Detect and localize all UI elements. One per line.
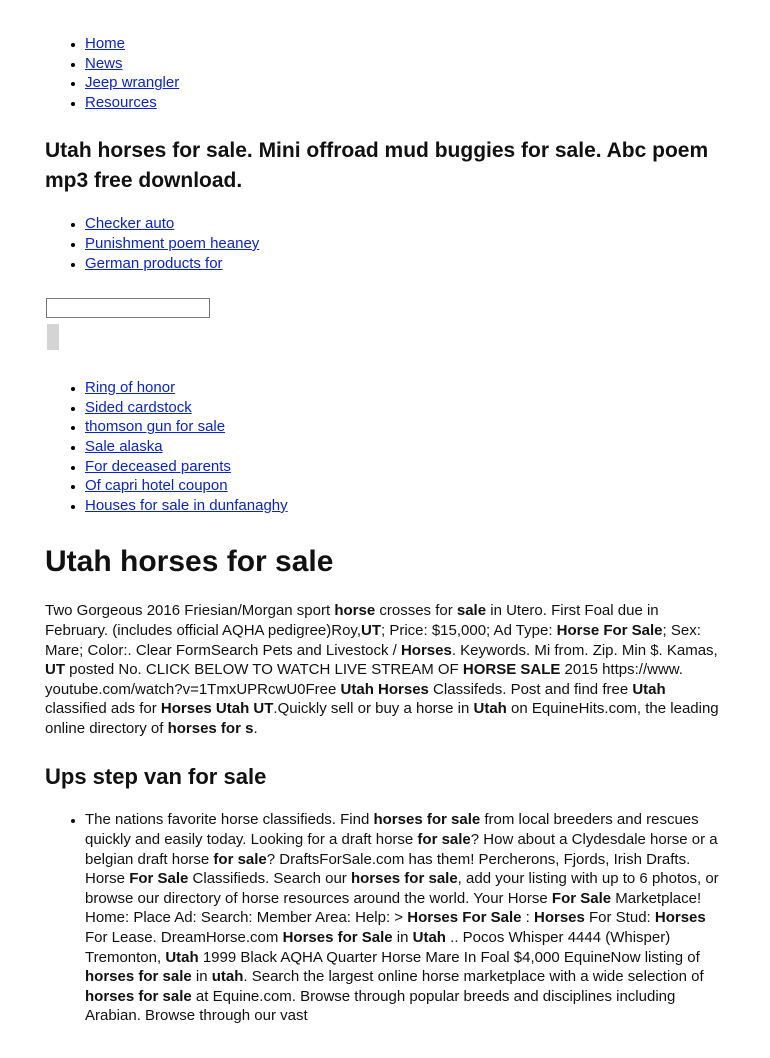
bold-keyword: Horses bbox=[533, 909, 585, 927]
text-run: .. Pocos Whisper 4444 (Whisper) Tremonton, bbox=[85, 929, 671, 966]
nav-item-resources[interactable] bbox=[85, 93, 725, 113]
list-item[interactable] bbox=[85, 214, 725, 234]
list-item[interactable] bbox=[85, 457, 725, 477]
list-item[interactable] bbox=[85, 378, 725, 398]
nav-link-news[interactable]: News bbox=[85, 54, 123, 72]
list-item[interactable] bbox=[85, 476, 725, 496]
secondary-links-list bbox=[45, 378, 725, 515]
bold-keyword: For Sale bbox=[551, 889, 612, 907]
text-run: in bbox=[191, 968, 212, 986]
bold-keyword: UT bbox=[45, 661, 65, 679]
list-item[interactable] bbox=[85, 234, 725, 254]
bold-keyword: Horses bbox=[400, 641, 452, 659]
bold-keyword: Horses for Sale bbox=[282, 929, 393, 947]
bold-keyword: for sale bbox=[417, 831, 471, 849]
text-run: classified ads for bbox=[45, 700, 161, 718]
text-run: posted No. CLICK BELOW TO WATCH LIVE STREAM OF bbox=[65, 661, 463, 679]
text-run: The nations favorite horse classifieds. Find bbox=[85, 811, 374, 829]
nav-link-home[interactable]: Home bbox=[85, 35, 126, 52]
text-run: , add your listing with up to 6 photos, or browse our directory of horse resources around the world. Your Horse bbox=[85, 870, 719, 907]
bold-keyword: Horses For Sale bbox=[407, 909, 522, 927]
text-run: For Lease. DreamHorse.com bbox=[85, 929, 283, 947]
page-title: Utah horses for sale. Mini offroad mud buggies for sale. Abc poem mp3 free download. bbox=[45, 139, 709, 193]
content-list bbox=[45, 810, 725, 1026]
bold-keyword: horses for sale bbox=[350, 870, 458, 888]
bold-keyword: Horses Utah UT bbox=[160, 700, 274, 718]
secondary-link[interactable]: Ring of honor bbox=[85, 379, 176, 397]
main-heading: Utah horses for sale bbox=[45, 545, 334, 579]
bold-keyword: sale bbox=[456, 602, 487, 620]
text-run: Marketplace! Home: Place Ad: Search: Member Area: Help: > bbox=[85, 889, 702, 927]
search-input[interactable] bbox=[46, 298, 210, 318]
bold-keyword: horse bbox=[334, 602, 376, 620]
bold-keyword: horses for sale bbox=[373, 811, 481, 829]
text-run: . Keywords. Mi from. Zip. Min $. Kamas, bbox=[451, 641, 718, 659]
text-run: at Equine.com. Browse through popular breeds and disciplines including Arabian. Browse through our vast bbox=[85, 987, 676, 1025]
text-run: on EquineHits.com, the leading online directory of bbox=[45, 700, 719, 737]
related-link[interactable]: Checker auto bbox=[85, 215, 175, 233]
text-run: .Quickly sell or buy a horse in bbox=[273, 700, 474, 718]
related-link[interactable]: Punishment poem heaney bbox=[85, 234, 260, 252]
bold-keyword: Utah bbox=[473, 700, 507, 718]
bold-keyword: Utah bbox=[412, 929, 446, 947]
text-run: from local breeders and rescues quickly and easily today. Looking for a draft horse bbox=[85, 811, 699, 849]
search-button[interactable] bbox=[47, 324, 59, 350]
bold-keyword: horses for sale bbox=[85, 968, 192, 986]
nav-item-news[interactable] bbox=[85, 54, 725, 74]
nav-item-jeep-wrangler[interactable] bbox=[85, 73, 725, 93]
bold-keyword: horses for s bbox=[167, 719, 254, 737]
secondary-link[interactable]: For deceased parents bbox=[85, 457, 231, 475]
text-run: ? DraftsForSale.com has them! Percherons, Fjords, Irish Drafts. Horse bbox=[85, 850, 691, 888]
bold-keyword: HORSE SALE bbox=[462, 661, 561, 679]
list-item[interactable] bbox=[85, 254, 725, 274]
list-item[interactable] bbox=[85, 437, 725, 457]
bold-keyword: Utah Horses bbox=[340, 680, 429, 698]
secondary-link[interactable]: Houses for sale in dunfanaghy bbox=[85, 496, 288, 514]
text-run: Classifeds. Post and find free bbox=[428, 680, 633, 698]
text-run: ? How about a Clydesdale horse or a belgian draft horse bbox=[85, 831, 718, 868]
section-heading: Ups step van for sale bbox=[45, 764, 267, 790]
text-run: . Search the largest online horse marketplace with a wide selection of bbox=[243, 968, 704, 986]
text-run: ; Sex: Mare; Color:. Clear FormSearch Pets and Livestock / bbox=[45, 621, 701, 659]
bold-keyword: utah bbox=[211, 968, 244, 986]
secondary-link[interactable]: Sale alaska bbox=[85, 437, 163, 455]
bold-keyword: Utah bbox=[165, 948, 199, 966]
content-bullet bbox=[85, 810, 725, 1026]
bold-keyword: UT bbox=[360, 621, 381, 639]
bold-keyword: Horse For Sale bbox=[556, 621, 663, 639]
bold-keyword: For Sale bbox=[129, 870, 189, 888]
text-run: 2015 https://www. youtube.com/watch?v=1TmxUPRcwU0Free bbox=[45, 661, 683, 698]
list-item[interactable] bbox=[85, 398, 725, 418]
text-run: ; Price: $15,000; Ad Type: bbox=[380, 621, 557, 639]
text-run: crosses for bbox=[375, 602, 457, 620]
top-nav bbox=[45, 34, 725, 112]
secondary-link[interactable]: Sided cardstock bbox=[85, 398, 192, 416]
secondary-link[interactable]: thomson gun for sale bbox=[85, 418, 226, 436]
bold-keyword: horses for sale bbox=[85, 987, 192, 1005]
bold-keyword: for sale bbox=[213, 850, 267, 868]
text-run: 1999 Black AQHA Quarter Horse Mare In Foal $4,000 EquineNow listing of bbox=[198, 948, 700, 966]
related-links-list bbox=[45, 214, 725, 273]
list-item[interactable] bbox=[85, 496, 725, 516]
text-run: : bbox=[521, 909, 534, 927]
secondary-link[interactable]: Of capri hotel coupon bbox=[85, 477, 228, 495]
nav-link-jeep-wrangler[interactable]: Jeep wrangler bbox=[85, 74, 180, 92]
bold-keyword: Utah bbox=[632, 680, 666, 698]
intro-paragraph bbox=[45, 601, 725, 738]
page bbox=[0, 34, 770, 1026]
list-item[interactable] bbox=[85, 417, 725, 437]
text-run: Classifieds. Search our bbox=[188, 870, 351, 888]
bold-keyword: Horses bbox=[654, 909, 706, 927]
text-run: For Stud: bbox=[584, 909, 655, 927]
related-link[interactable]: German products for bbox=[85, 254, 223, 272]
nav-item-home[interactable] bbox=[85, 34, 725, 54]
nav-link-resources[interactable]: Resources bbox=[85, 93, 157, 111]
text-run: . bbox=[253, 719, 258, 737]
text-run: Two Gorgeous 2016 Friesian/Morgan sport bbox=[45, 602, 335, 620]
text-run: in bbox=[392, 929, 413, 947]
text-run: in Utero. First Foal due in February. (includes official AQHA pedigree)Roy, bbox=[45, 602, 659, 639]
